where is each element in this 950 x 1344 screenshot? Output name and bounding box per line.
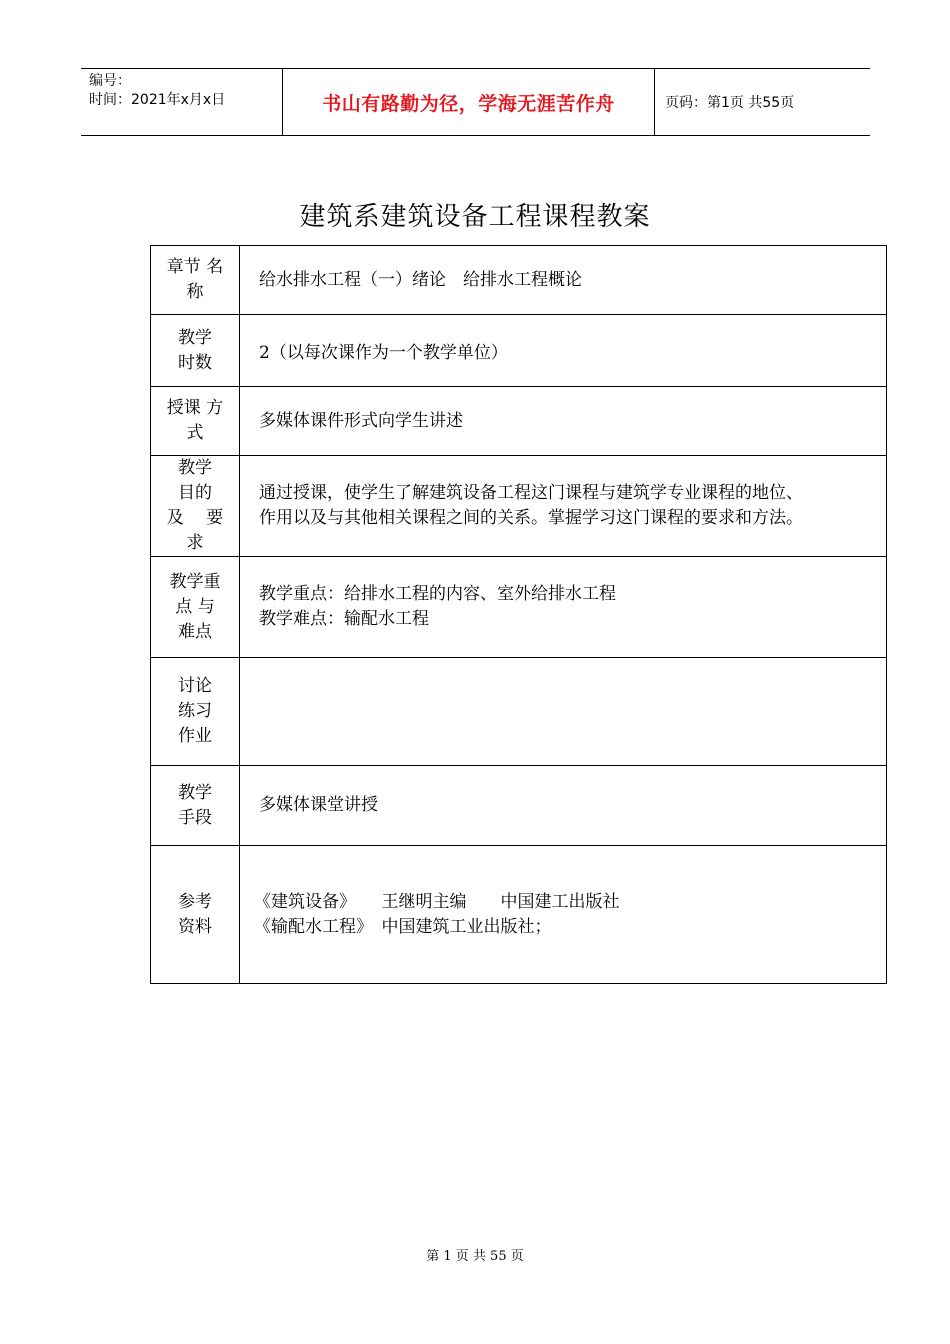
value-line: 教学难点：输配水工程 bbox=[259, 609, 429, 629]
label-line: 教学重 bbox=[169, 571, 221, 592]
label-line: 及 要 bbox=[166, 508, 224, 528]
value-line: 给水排水工程（一）绪论 给排水工程概论 bbox=[259, 269, 582, 290]
row-value bbox=[240, 246, 887, 315]
row-label bbox=[151, 766, 240, 846]
label-line: 难点 bbox=[178, 621, 212, 642]
row-value bbox=[240, 846, 887, 984]
label-line: 教学 bbox=[178, 327, 212, 348]
value-line: 2（以每次课作为一个教学单位） bbox=[259, 343, 508, 363]
header-motto: 书山有路勤为径，学海无涯苦作舟 bbox=[282, 69, 655, 135]
table-row-exercises bbox=[151, 658, 887, 766]
row-value bbox=[240, 387, 887, 456]
label-line: 式 bbox=[186, 423, 204, 443]
value-line: 多媒体课堂讲授 bbox=[259, 795, 378, 815]
document-time: 时间：2021年x月x日 bbox=[89, 92, 226, 108]
value-line: 作用以及与其他相关课程之间的关系。掌握学习这门课程的要求和方法。 bbox=[259, 508, 803, 528]
label-line: 章节 名 bbox=[166, 257, 224, 277]
label-line: 作业 bbox=[178, 726, 212, 746]
label-line: 资料 bbox=[178, 916, 212, 937]
lesson-plan-table bbox=[150, 245, 887, 984]
row-label bbox=[151, 456, 240, 557]
row-value bbox=[240, 557, 887, 658]
row-label bbox=[151, 315, 240, 387]
label-line: 教学 bbox=[178, 782, 212, 803]
label-line: 教学 bbox=[178, 458, 212, 478]
value-line: 通过授课，使学生了解建筑设备工程这门课程与建筑学专业课程的地位、 bbox=[259, 483, 803, 503]
document-title: 建筑系建筑设备工程课程教案 bbox=[299, 202, 651, 232]
row-label bbox=[151, 658, 240, 766]
document-number-label: 编号： bbox=[89, 73, 131, 89]
table-row-method bbox=[151, 387, 887, 456]
table-row-references bbox=[151, 846, 887, 984]
row-value bbox=[240, 766, 887, 846]
table-row-objectives bbox=[151, 456, 887, 557]
row-label bbox=[151, 846, 240, 984]
row-label bbox=[151, 387, 240, 456]
value-line: 教学重点：给排水工程的内容、室外给排水工程 bbox=[259, 584, 616, 604]
value-line: 《建筑设备》 王继明主编 中国建工出版社 bbox=[254, 891, 620, 912]
label-line: 时数 bbox=[178, 352, 212, 373]
label-line: 讨论 bbox=[178, 676, 212, 696]
row-label bbox=[151, 557, 240, 658]
header-page-info: 页码：第1页 共55页 bbox=[665, 95, 795, 111]
page-header bbox=[81, 68, 870, 136]
value-line: 《输配水工程》 中国建筑工业出版社； bbox=[254, 916, 552, 937]
row-value-empty bbox=[240, 658, 887, 766]
label-line: 求 bbox=[186, 533, 204, 553]
label-line: 称 bbox=[186, 282, 204, 302]
row-label bbox=[151, 246, 240, 315]
label-line: 手段 bbox=[178, 807, 212, 828]
table-row-chapter bbox=[151, 246, 887, 315]
row-value bbox=[240, 315, 887, 387]
row-value bbox=[240, 456, 887, 557]
table-row-hours bbox=[151, 315, 887, 387]
header-meta bbox=[81, 69, 282, 135]
page-footer: 第 1 页 共 55 页 bbox=[426, 1249, 524, 1264]
label-line: 点 与 bbox=[175, 596, 215, 617]
label-line: 授课 方 bbox=[166, 398, 224, 418]
table-row-key-points bbox=[151, 557, 887, 658]
label-line: 参考 bbox=[178, 891, 212, 912]
label-line: 目的 bbox=[178, 483, 212, 503]
label-line: 练习 bbox=[178, 701, 212, 721]
table-row-means bbox=[151, 766, 887, 846]
value-line: 多媒体课件形式向学生讲述 bbox=[259, 410, 463, 431]
